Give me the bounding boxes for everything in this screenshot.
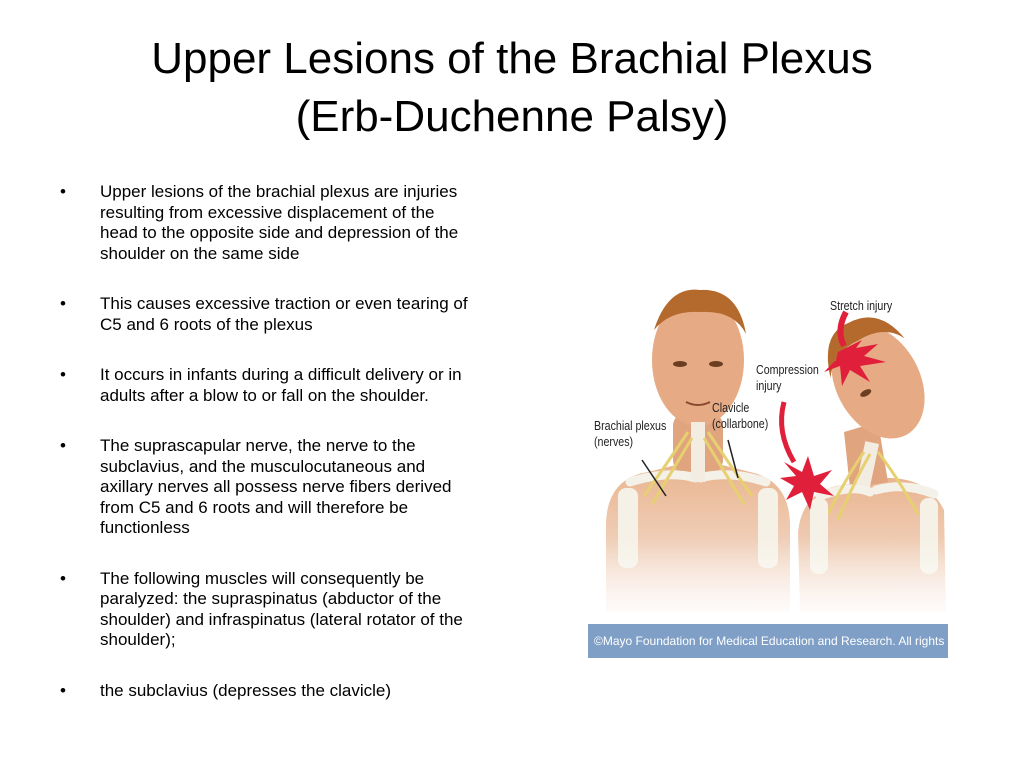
stretch-injury-label: Stretch injury — [830, 298, 893, 313]
illustration-drawing — [588, 282, 950, 624]
bullet-item — [56, 436, 476, 539]
bullet-marker: • — [60, 365, 66, 384]
brachial-plexus-label-line-1: Brachial plexus — [594, 418, 667, 433]
bullet-text: Upper lesions of the brachial plexus are injuries resulting from excessive displacement of the head to the opposite side and depression of the shoulder on the same side — [100, 182, 459, 263]
bullet-marker: • — [60, 568, 66, 588]
bullet-text: The suprascapular nerve, the nerve to the subclavius, and the musculocutaneous and axillary nerves all possess nerve fibers derived from C5 and 6 roots and will therefore be functionless — [100, 436, 452, 537]
bullet-text: It occurs in infants during a difficult delivery or in adults after a blow to or fall on the shoulder. — [100, 365, 462, 405]
brachial-plexus-label-line-2: (nerves) — [594, 434, 634, 449]
bullet-item — [56, 569, 476, 651]
bullet-text: the subclavius (depresses the clavicle) — [100, 680, 392, 700]
bullet-text: The following muscles will consequently be paralyzed: the supraspinatus (abductor of the shoulder) and infraspinatus (lateral rotator of the shoulder); — [100, 568, 463, 649]
bullet-marker: • — [60, 436, 66, 455]
bullet-text: This causes excessive traction or even tearing of C5 and 6 roots of the plexus — [100, 294, 468, 334]
clavicle-label-line-1: Clavicle — [712, 400, 750, 415]
copyright-notice: ©Mayo Foundation for Medical Education and Research. All rights reserved. — [588, 624, 948, 658]
bullet-item — [56, 681, 476, 702]
bullet-item — [56, 182, 476, 264]
brachial-plexus-illustration — [588, 282, 998, 660]
clavicle-label-line-2: (collarbone) — [712, 416, 769, 431]
bullet-item — [56, 294, 476, 335]
slide-title — [40, 30, 984, 146]
bullet-marker: • — [60, 680, 66, 700]
bullet-marker: • — [60, 182, 66, 201]
compression-injury-label-line-2: injury — [756, 378, 782, 393]
bullet-item — [56, 365, 476, 406]
bullet-marker: • — [60, 294, 66, 313]
compression-injury-label-line-1: Compression — [756, 362, 819, 377]
title-line-2: (Erb-Duchenne Palsy) — [295, 92, 729, 141]
title-line-1: Upper Lesions of the Brachial Plexus — [151, 34, 873, 83]
bullet-list — [56, 182, 476, 731]
